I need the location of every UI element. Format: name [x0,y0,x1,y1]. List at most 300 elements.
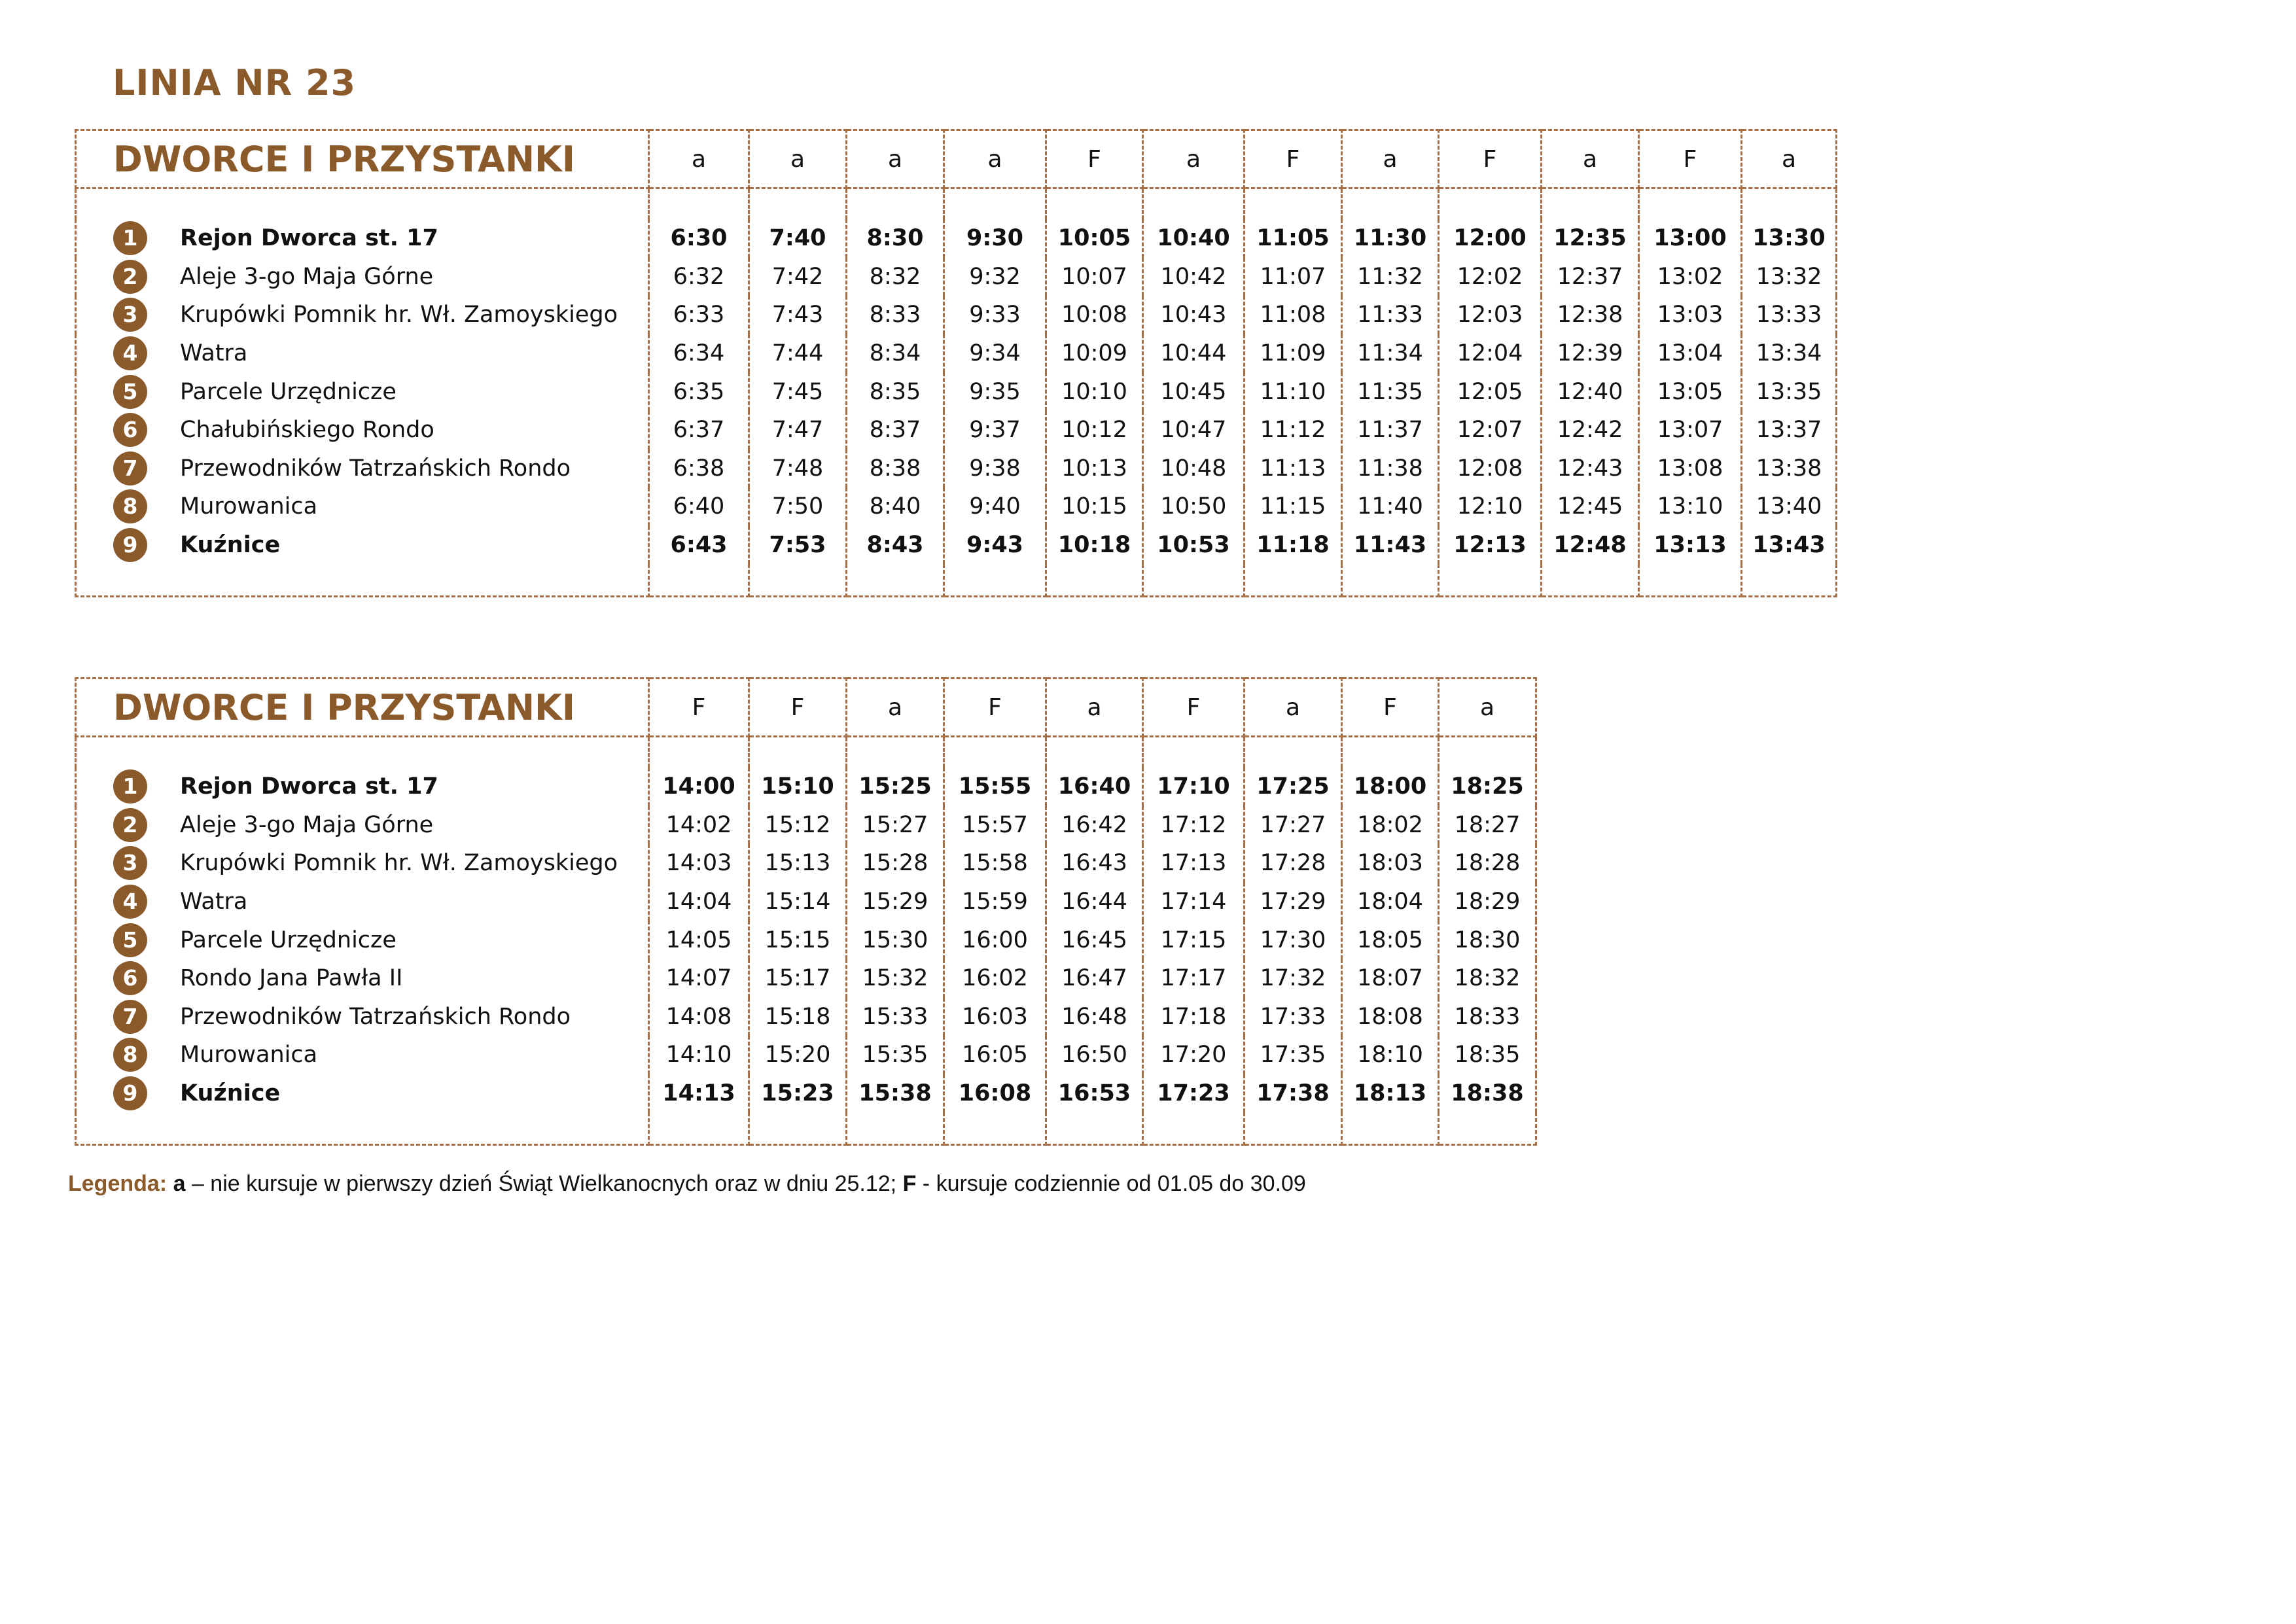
departure-time: 6:40 [649,487,749,526]
departure-time: 9:35 [944,372,1046,411]
departure-time: 12:02 [1439,258,1542,296]
stop-name: Aleje 3-go Maja Górne [180,263,434,290]
departure-time: 12:05 [1439,372,1542,411]
spacer-cell [847,188,944,220]
course-flag: F [1342,679,1439,737]
departure-time: 17:14 [1143,883,1245,921]
departure-time: 15:33 [847,998,944,1036]
departure-time: 11:30 [1342,219,1439,258]
departure-time: 18:03 [1342,844,1439,883]
spacer-cell [1342,188,1439,220]
departure-time: 12:48 [1542,526,1639,565]
course-flag: a [1046,679,1143,737]
departure-time: 13:34 [1742,334,1837,373]
departure-time: 13:08 [1639,450,1742,488]
departure-time: 14:13 [649,1074,749,1113]
stop-name: Przewodników Tatrzańskich Rondo [180,455,571,482]
departure-time: 14:08 [649,998,749,1036]
footer-cell [847,564,944,597]
departure-time: 11:05 [1245,219,1342,258]
departure-time: 15:32 [847,959,944,998]
legend-f-key: F [902,1171,917,1196]
timetable-morning [75,129,1837,597]
departure-time: 15:38 [847,1074,944,1113]
departure-time: 17:10 [1143,768,1245,806]
departure-time: 16:48 [1046,998,1143,1036]
header-row [76,679,1536,737]
departure-time: 13:05 [1639,372,1742,411]
spacer-cell [1046,737,1143,768]
stop-cell [76,334,649,373]
departure-time: 18:05 [1342,921,1439,959]
departure-time: 17:17 [1143,959,1245,998]
departure-time: 8:40 [847,487,944,526]
stop-cell [76,219,649,258]
departure-time: 18:02 [1342,806,1439,845]
stop-number-badge: 3 [113,846,147,880]
departure-time: 17:32 [1245,959,1342,998]
departure-time: 10:50 [1143,487,1245,526]
spacer-cell [1342,737,1439,768]
stop-name: Watra [180,889,248,915]
stop-cell [76,1074,649,1113]
header-label: DWORCE I PRZYSTANKI [76,130,649,188]
departure-time: 18:10 [1342,1036,1439,1074]
stop-cell [76,806,649,845]
departure-time: 15:59 [944,883,1046,921]
stop-row [76,296,1837,334]
stop-row [76,998,1536,1036]
footer-cell [1742,564,1837,597]
footer-cell [649,1112,749,1145]
spacer-cell [944,188,1046,220]
stop-name: Krupówki Pomnik hr. Wł. Zamoyskiego [180,302,618,328]
departure-time: 18:30 [1439,921,1536,959]
page-title: LINIA NR 23 [113,62,357,103]
departure-time: 11:35 [1342,372,1439,411]
footer-row [76,1112,1536,1145]
departure-time: 7:40 [749,219,847,258]
departure-time: 17:35 [1245,1036,1342,1074]
stop-name: Parcele Urzędnicze [180,378,397,405]
departure-time: 13:07 [1639,411,1742,450]
stop-cell [76,883,649,921]
stop-number-badge: 6 [113,413,147,447]
stop-row [76,219,1837,258]
departure-time: 11:37 [1342,411,1439,450]
departure-time: 6:38 [649,450,749,488]
stop-row [76,806,1536,845]
spacer-row [76,737,1536,768]
legend-a-text: – nie kursuje w pierwszy dzień Świąt Wielkanocnych oraz w dniu 25.12; [185,1171,897,1196]
departure-time: 9:40 [944,487,1046,526]
departure-time: 17:38 [1245,1074,1342,1113]
stop-name: Murowanica [180,1042,318,1068]
departure-time: 12:45 [1542,487,1639,526]
course-flag: a [1143,130,1245,188]
stop-cell [76,411,649,450]
stop-row [76,1074,1536,1113]
departure-time: 6:30 [649,219,749,258]
departure-time: 13:35 [1742,372,1837,411]
footer-cell [1046,564,1143,597]
stop-name: Rejon Dworca st. 17 [180,773,438,800]
departure-time: 17:27 [1245,806,1342,845]
departure-time: 17:20 [1143,1036,1245,1074]
departure-time: 16:03 [944,998,1046,1036]
stop-number-badge: 5 [113,375,147,409]
footer-cell [944,564,1046,597]
stop-row [76,959,1536,998]
departure-time: 12:38 [1542,296,1639,334]
departure-time: 9:33 [944,296,1046,334]
stop-cell [76,258,649,296]
departure-time: 15:12 [749,806,847,845]
course-flag: a [1245,679,1342,737]
departure-time: 16:00 [944,921,1046,959]
departure-time: 13:40 [1742,487,1837,526]
stop-row [76,1036,1536,1074]
stop-name: Kuźnice [180,1080,281,1107]
stop-number-badge: 7 [113,1000,147,1034]
departure-time: 18:27 [1439,806,1536,845]
departure-time: 8:35 [847,372,944,411]
departure-time: 15:35 [847,1036,944,1074]
departure-time: 11:34 [1342,334,1439,373]
footer-cell [1439,1112,1536,1145]
departure-time: 13:38 [1742,450,1837,488]
departure-time: 11:43 [1342,526,1439,565]
departure-time: 7:43 [749,296,847,334]
departure-time: 9:38 [944,450,1046,488]
departure-time: 12:10 [1439,487,1542,526]
stop-cell [76,372,649,411]
footer-cell [1143,564,1245,597]
course-flag: F [1639,130,1742,188]
departure-time: 13:02 [1639,258,1742,296]
departure-time: 12:40 [1542,372,1639,411]
course-flag: F [944,679,1046,737]
spacer-cell [1542,188,1639,220]
departure-time: 6:34 [649,334,749,373]
departure-time: 12:42 [1542,411,1639,450]
footer-cell [847,1112,944,1145]
departure-time: 8:38 [847,450,944,488]
departure-time: 18:00 [1342,768,1439,806]
stop-number-badge: 8 [113,1038,147,1072]
departure-time: 6:35 [649,372,749,411]
departure-time: 11:12 [1245,411,1342,450]
departure-time: 9:43 [944,526,1046,565]
departure-time: 12:35 [1542,219,1639,258]
departure-time: 10:09 [1046,334,1143,373]
departure-time: 11:10 [1245,372,1342,411]
stop-row [76,450,1837,488]
stop-number-badge: 6 [113,961,147,995]
stop-row [76,487,1837,526]
spacer-cell [1046,188,1143,220]
departure-time: 17:25 [1245,768,1342,806]
departure-time: 8:33 [847,296,944,334]
footer-cell [1439,564,1542,597]
departure-time: 8:37 [847,411,944,450]
stop-name: Rejon Dworca st. 17 [180,225,438,252]
stop-row [76,768,1536,806]
footer-cell [1342,564,1439,597]
departure-time: 11:08 [1245,296,1342,334]
legend-a-key: a [173,1171,186,1196]
legend-label: Legenda: [68,1171,168,1196]
departure-time: 16:47 [1046,959,1143,998]
departure-time: 14:00 [649,768,749,806]
departure-time: 15:57 [944,806,1046,845]
spacer-cell [944,737,1046,768]
departure-time: 13:03 [1639,296,1742,334]
departure-time: 18:35 [1439,1036,1536,1074]
departure-time: 10:07 [1046,258,1143,296]
course-flag: a [1342,130,1439,188]
departure-time: 17:12 [1143,806,1245,845]
spacer-cell [1143,188,1245,220]
departure-time: 18:07 [1342,959,1439,998]
departure-time: 16:45 [1046,921,1143,959]
footer-cell [1143,1112,1245,1145]
departure-time: 17:33 [1245,998,1342,1036]
stop-number-badge: 3 [113,298,147,332]
departure-time: 10:12 [1046,411,1143,450]
departure-time: 12:13 [1439,526,1542,565]
departure-time: 16:43 [1046,844,1143,883]
departure-time: 18:08 [1342,998,1439,1036]
departure-time: 12:39 [1542,334,1639,373]
spacer-cell [649,188,749,220]
spacer-cell [1639,188,1742,220]
header-label: DWORCE I PRZYSTANKI [76,679,649,737]
departure-time: 15:29 [847,883,944,921]
departure-time: 14:02 [649,806,749,845]
stop-name: Aleje 3-go Maja Górne [180,811,434,838]
departure-time: 10:40 [1143,219,1245,258]
course-flag: a [944,130,1046,188]
spacer-cell [1742,188,1837,220]
departure-time: 10:43 [1143,296,1245,334]
departure-time: 15:27 [847,806,944,845]
stop-name: Watra [180,340,248,367]
stop-name: Murowanica [180,493,318,520]
footer-cell [749,564,847,597]
stop-name: Przewodników Tatrzańskich Rondo [180,1003,571,1030]
stop-cell [76,296,649,334]
departure-time: 7:47 [749,411,847,450]
departure-time: 13:30 [1742,219,1837,258]
course-flag: a [847,679,944,737]
stop-row [76,411,1837,450]
departure-time: 7:42 [749,258,847,296]
legend [68,1171,1306,1197]
stop-name: Krupówki Pomnik hr. Wł. Zamoyskiego [180,850,618,877]
stop-number-badge: 2 [113,260,147,294]
spacer-cell [847,737,944,768]
departure-time: 11:13 [1245,450,1342,488]
departure-time: 11:18 [1245,526,1342,565]
stop-row [76,372,1837,411]
departure-time: 7:44 [749,334,847,373]
departure-time: 16:40 [1046,768,1143,806]
departure-time: 10:08 [1046,296,1143,334]
footer-cell [1542,564,1639,597]
departure-time: 13:10 [1639,487,1742,526]
legend-f-text: - kursuje codziennie od 01.05 do 30.09 [916,1171,1306,1196]
departure-time: 11:40 [1342,487,1439,526]
departure-time: 17:30 [1245,921,1342,959]
stop-row [76,258,1837,296]
stop-number-badge: 7 [113,451,147,485]
course-flag: F [749,679,847,737]
stop-number-badge: 1 [113,221,147,255]
departure-time: 17:28 [1245,844,1342,883]
departure-time: 7:45 [749,372,847,411]
departure-time: 11:38 [1342,450,1439,488]
stop-cell [76,998,649,1036]
departure-time: 11:32 [1342,258,1439,296]
stop-cell [76,526,649,565]
spacer-cell [749,188,847,220]
course-flag: a [1542,130,1639,188]
spacer-cell [76,737,649,768]
course-flag: a [749,130,847,188]
stop-number-badge: 2 [113,808,147,842]
departure-time: 8:34 [847,334,944,373]
spacer-cell [749,737,847,768]
departure-time: 6:32 [649,258,749,296]
departure-time: 10:13 [1046,450,1143,488]
departure-time: 10:48 [1143,450,1245,488]
spacer-cell [1439,737,1536,768]
footer-cell [1342,1112,1439,1145]
stop-cell [76,959,649,998]
footer-cell [944,1112,1046,1145]
stop-number-badge: 4 [113,885,147,919]
departure-time: 10:42 [1143,258,1245,296]
departure-time: 12:43 [1542,450,1639,488]
footer-row [76,564,1837,597]
course-flag: a [1439,679,1536,737]
departure-time: 15:25 [847,768,944,806]
departure-time: 6:33 [649,296,749,334]
departure-time: 14:03 [649,844,749,883]
stop-row [76,334,1837,373]
departure-time: 8:32 [847,258,944,296]
departure-time: 15:58 [944,844,1046,883]
departure-time: 15:15 [749,921,847,959]
stop-number-badge: 5 [113,923,147,957]
course-flag: a [1742,130,1837,188]
spacer-cell [1245,188,1342,220]
stop-number-badge: 9 [113,1076,147,1110]
stop-number-badge: 1 [113,769,147,803]
departure-time: 15:30 [847,921,944,959]
stop-row [76,526,1837,565]
spacer-cell [76,188,649,220]
footer-cell [649,564,749,597]
departure-time: 9:32 [944,258,1046,296]
departure-time: 15:14 [749,883,847,921]
departure-time: 16:08 [944,1074,1046,1113]
departure-time: 11:33 [1342,296,1439,334]
departure-time: 16:05 [944,1036,1046,1074]
departure-time: 12:03 [1439,296,1542,334]
footer-cell [1245,1112,1342,1145]
departure-time: 18:13 [1342,1074,1439,1113]
departure-time: 12:37 [1542,258,1639,296]
course-flag: F [1143,679,1245,737]
departure-time: 11:09 [1245,334,1342,373]
departure-time: 13:00 [1639,219,1742,258]
departure-time: 15:20 [749,1036,847,1074]
departure-time: 18:28 [1439,844,1536,883]
stop-row [76,921,1536,959]
departure-time: 18:33 [1439,998,1536,1036]
stop-name: Kuźnice [180,532,281,559]
departure-time: 18:29 [1439,883,1536,921]
footer-cell [76,1112,649,1145]
departure-time: 12:00 [1439,219,1542,258]
stop-row [76,844,1536,883]
departure-time: 9:34 [944,334,1046,373]
departure-time: 15:17 [749,959,847,998]
footer-cell [749,1112,847,1145]
course-flag: F [649,679,749,737]
departure-time: 13:13 [1639,526,1742,565]
departure-time: 7:53 [749,526,847,565]
departure-time: 9:37 [944,411,1046,450]
stop-row [76,883,1536,921]
departure-time: 10:15 [1046,487,1143,526]
stop-number-badge: 9 [113,528,147,562]
departure-time: 18:38 [1439,1074,1536,1113]
departure-time: 16:50 [1046,1036,1143,1074]
departure-time: 11:15 [1245,487,1342,526]
departure-time: 6:43 [649,526,749,565]
departure-time: 10:45 [1143,372,1245,411]
departure-time: 15:55 [944,768,1046,806]
departure-time: 13:43 [1742,526,1837,565]
footer-cell [76,564,649,597]
departure-time: 15:13 [749,844,847,883]
departure-time: 14:07 [649,959,749,998]
departure-time: 13:04 [1639,334,1742,373]
departure-time: 13:33 [1742,296,1837,334]
header-row [76,130,1837,188]
departure-time: 17:23 [1143,1074,1245,1113]
departure-time: 17:18 [1143,998,1245,1036]
timetable-afternoon [75,677,1537,1146]
departure-time: 10:53 [1143,526,1245,565]
departure-time: 13:37 [1742,411,1837,450]
course-flag: F [1046,130,1143,188]
departure-time: 18:04 [1342,883,1439,921]
departure-time: 10:18 [1046,526,1143,565]
departure-time: 12:08 [1439,450,1542,488]
spacer-cell [649,737,749,768]
stop-cell [76,450,649,488]
stop-cell [76,768,649,806]
course-flag: a [649,130,749,188]
stop-cell [76,1036,649,1074]
departure-time: 15:28 [847,844,944,883]
stop-cell [76,921,649,959]
departure-time: 7:50 [749,487,847,526]
